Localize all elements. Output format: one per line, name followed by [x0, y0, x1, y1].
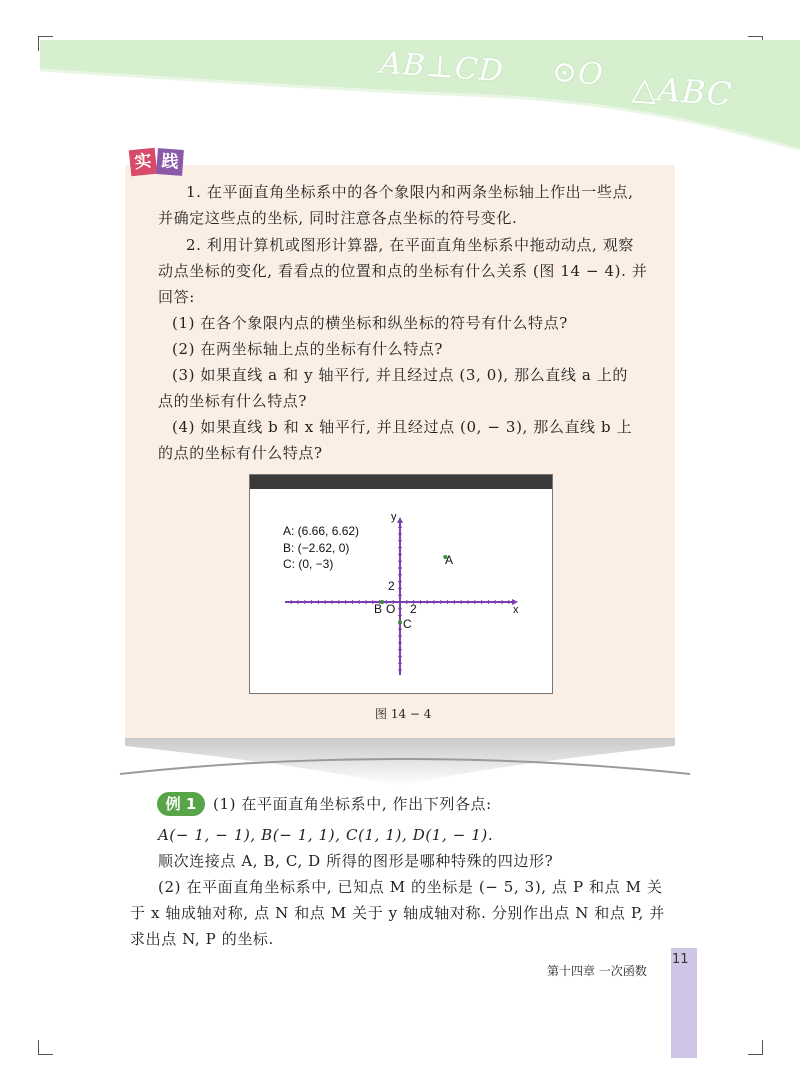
- plane-svg: [250, 475, 552, 693]
- y-axis-label: y: [391, 511, 397, 523]
- figure-coordinate-plane: [249, 474, 553, 694]
- practice-badge-shi: 实: [129, 148, 158, 177]
- motto-triangle: △ABC: [630, 68, 734, 114]
- practice-line: 动点坐标的变化, 看看点的位置和点的坐标有什么关系 (图 14 − 4). 并: [158, 262, 648, 280]
- practice-line: 1. 在平面直角坐标系中的各个象限内和两条坐标轴上作出一些点,: [186, 183, 634, 201]
- origin-label: O: [386, 602, 396, 616]
- example-line: (1) 在平面直角坐标系中, 作出下列各点:: [213, 795, 492, 813]
- y-axis-arrow: [397, 517, 403, 523]
- practice-line: 2. 利用计算机或图形计算器, 在平面直角坐标系中拖动动点, 观察: [186, 236, 634, 254]
- practice-line: (2) 在两坐标轴上点的坐标有什么特点?: [172, 340, 444, 358]
- crop-mark-bottom-left: [38, 1040, 53, 1055]
- practice-line: 的点的坐标有什么特点?: [158, 444, 323, 462]
- figure-caption: 图 14 − 4: [375, 707, 432, 721]
- chapter-title: 第十四章 一次函数: [547, 964, 647, 978]
- point-b-label: B: [374, 602, 383, 616]
- practice-box-shadow: [0, 738, 800, 798]
- example-line: 于 x 轴成轴对称, 点 N 和点 M 关于 y 轴成轴对称. 分别作出点 N 和点 P, 并: [130, 904, 665, 922]
- practice-line: 回答:: [158, 288, 195, 306]
- crop-mark-bottom-right: [748, 1040, 763, 1055]
- example-line: A(− 1, − 1), B(− 1, 1), C(1, 1), D(1, − 1).: [158, 826, 494, 844]
- y-tick-label: 2: [388, 579, 395, 593]
- example-line: (2) 在平面直角坐标系中, 已知点 M 的坐标是 (− 5, 3), 点 P 和点 M 关: [158, 878, 663, 896]
- readout-a: A: (6.66, 6.62): [283, 524, 360, 538]
- readout-c: C: (0, −3): [283, 557, 334, 571]
- motto-perpendicular: AB⊥CD: [378, 45, 506, 90]
- practice-line: (4) 如果直线 b 和 x 轴平行, 并且经过点 (0, − 3), 那么直线 b 上: [172, 418, 633, 436]
- x-axis-label: x: [513, 604, 519, 616]
- practice-line: (1) 在各个象限内点的横坐标和纵坐标的符号有什么特点?: [172, 314, 568, 332]
- example-line: 顺次连接点 A, B, C, D 所得的图形是哪种特殊的四边形?: [158, 852, 554, 870]
- point-c-label: C: [403, 617, 412, 631]
- example-line: 求出点 N, P 的坐标.: [130, 930, 274, 948]
- motto-circle: ⊙O: [550, 54, 605, 93]
- page-number: 11: [672, 952, 689, 967]
- readout-b: B: (−2.62, 0): [283, 541, 350, 555]
- point-c-dot: [398, 620, 402, 624]
- practice-line: (3) 如果直线 a 和 y 轴平行, 并且经过点 (3, 0), 那么直线 a 上的: [172, 366, 628, 384]
- header-band: [0, 0, 800, 150]
- practice-badge-jian: 践: [156, 148, 184, 176]
- point-a-label: A: [445, 553, 454, 567]
- practice-line: 点的坐标有什么特点?: [158, 392, 308, 410]
- example-badge: 例 1: [157, 792, 205, 816]
- x-tick-label: 2: [410, 602, 417, 616]
- practice-line: 并确定这些点的坐标, 同时注意各点坐标的符号变化.: [158, 209, 518, 227]
